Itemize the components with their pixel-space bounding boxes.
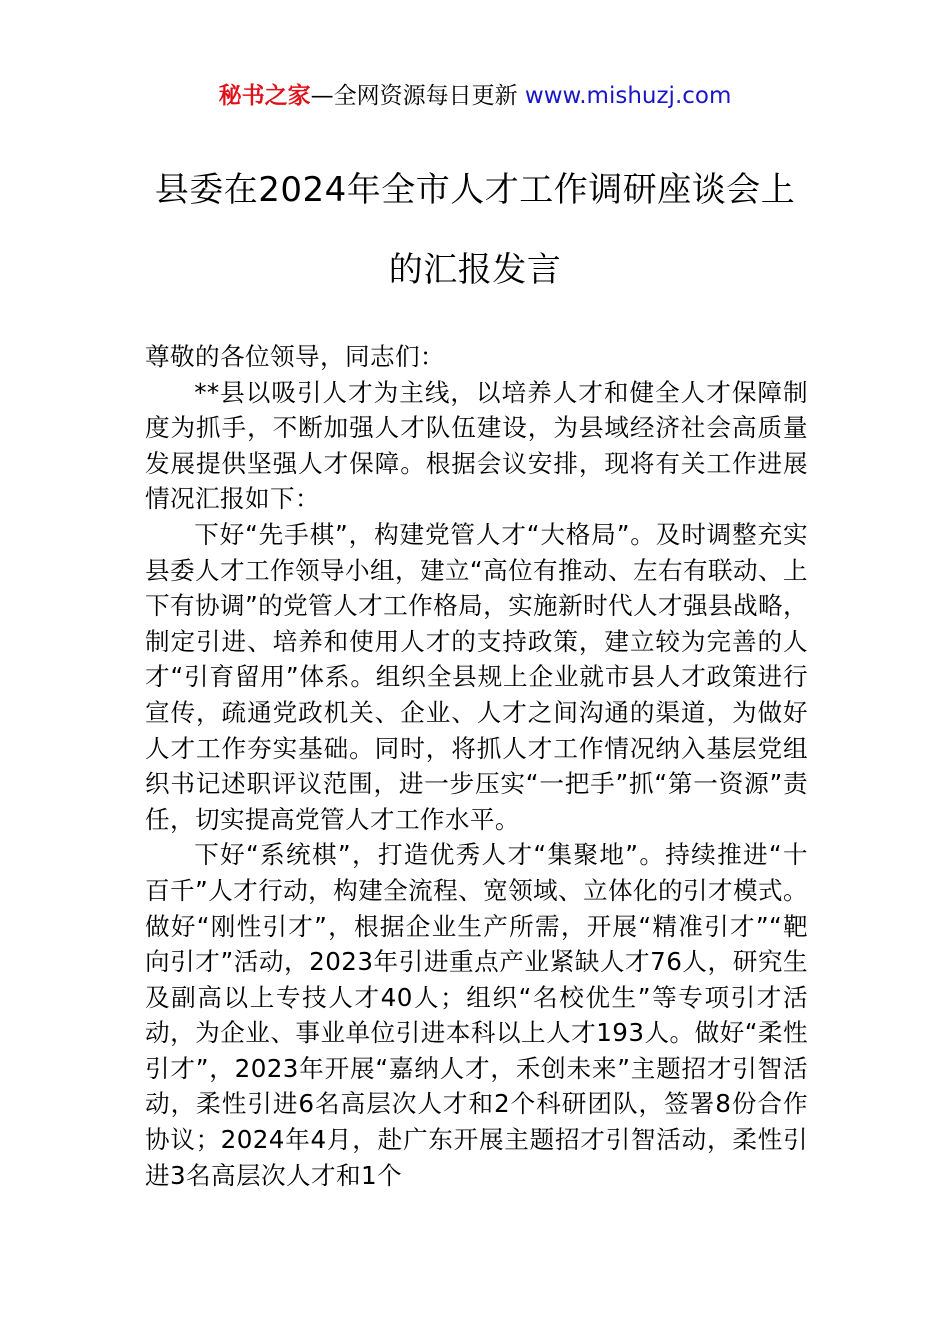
paragraph-intro: **县以吸引人才为主线，以培养人才和健全人才保障制度为抓手，不断加强人才队伍建设，为县域经济社会高质量发展提供坚强人才保障。根据会议安排，现将有关工作进展情况汇报如下： (145, 377, 808, 514)
document-body (145, 339, 808, 1193)
salutation: 尊敬的各位领导，同志们： (145, 342, 445, 371)
paragraph-section-2: 下好“系统棋”，打造优秀人才“集聚地”。持续推进“十百千”人才行动，构建全流程、宽领域、立体化的引才模式。做好“刚性引才”，根据企业生产所需，开展“精准引才”“靶向引才”活动，2023年引进重点产业紧缺人才76人，研究生及副高以上专技人才40人；组织“名校优生”等专项引才活动，为企业、事业单位引进本科以上人才193人。做好“柔性引才”，2023年开展“嘉纳人才，禾创未来”主题招才引智活动，柔性引进6名高层次人才和2个科研团队，签署8份合作协议；2024年4月，赴广东开展主题招才引智活动，柔性引进3名高层次人才和1个 (145, 840, 808, 1190)
site-header (0, 80, 950, 112)
title-line-1: 县委在2024年全市人才工作调研座谈会上 (154, 170, 796, 210)
document-title (100, 150, 850, 310)
site-brand: 秘书之家 (218, 83, 311, 109)
paragraph-section-1: 下好“先手棋”，构建党管人才“大格局”。及时调整充实县委人才工作领导小组，建立“高位有推动、左右有联动、上下有协调”的党管人才工作格局，实施新时代人才强县战略，制定引进、培养和使用人才的支持政策，建立较为完善的人才“引育留用”体系。组织全县规上企业就市县人才政策进行宣传，疏通党政机关、企业、人才之间沟通的渠道，为做好人才工作夯实基础。同时，将抓人才工作情况纳入基层党组织书记述职评议范围，进一步压实“一把手”抓“第一资源”责任，切实提高党管人才工作水平。 (145, 519, 808, 834)
site-slogan: —全网资源每日更新 (310, 83, 518, 109)
title-line-2: 的汇报发言 (388, 250, 562, 290)
site-url-link[interactable]: www.mishuzj.com (524, 83, 732, 109)
